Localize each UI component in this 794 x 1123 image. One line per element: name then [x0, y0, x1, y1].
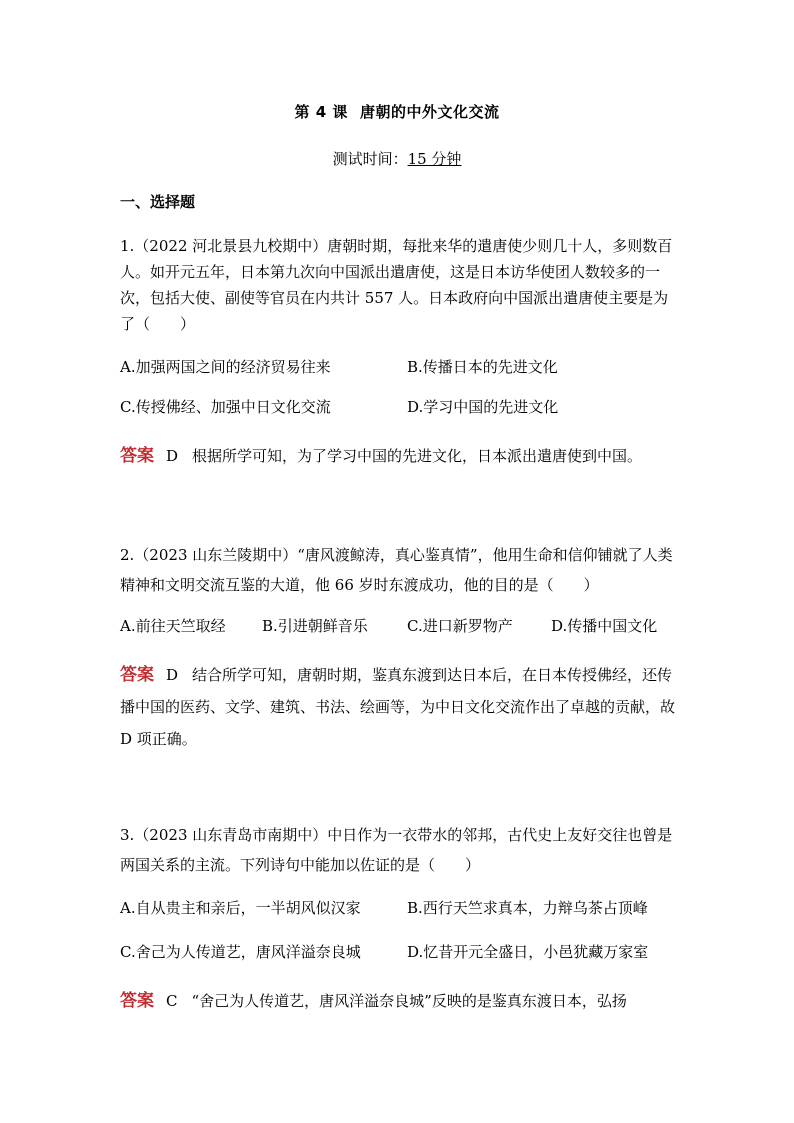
answer-label: 答案 — [120, 665, 154, 685]
lesson-number: 第 4 课 — [294, 103, 348, 121]
question-1-option-d: D.学习中国的先进文化 — [407, 398, 559, 416]
question-2-option-d: D.传播中国文化 — [551, 617, 658, 635]
test-time — [0, 148, 794, 169]
question-3-option-c: C.舍己为人传道艺，唐风洋溢奈良城 — [120, 943, 361, 961]
answer-letter: D — [166, 447, 179, 465]
question-3-option-a: A.自从贵主和亲后，一半胡风似汉家 — [120, 899, 361, 917]
question-1-stem: 1.（2022 河北景县九校期中）唐朝时期，每批来华的遣唐使少则几十人，多则数百人。如开元五年，日本第九次向中国派出遣唐使，这是日本访华使团人数较多的一次，包括大使、副使等官员在内共计 557 人。日本政府向中国派出遣唐使主要是为了（ ） — [120, 237, 673, 333]
question-2-stem: 2.（2023 山东兰陵期中）“唐风渡鲸涛，真心鉴真情”，他用生命和信仰铺就了人类精神和文明交流互鉴的大道，他 66 岁时东渡成功，他的目的是（ ） — [120, 546, 673, 594]
answer-label: 答案 — [120, 991, 154, 1011]
question-3-option-d: D.忆昔开元全盛日，小邑犹藏万家室 — [407, 943, 649, 961]
question-3-option-b: B.西行天竺求真本，力辩乌茶占顶峰 — [407, 899, 648, 917]
question-2-option-a: A.前往天竺取经 — [120, 617, 226, 635]
question-1-answer — [120, 440, 682, 472]
answer-label: 答案 — [120, 446, 154, 466]
question-3-stem: 3.（2023 山东青岛市南期中）中日作为一衣带水的邻邦，古代史上友好交往也曾是两国关系的主流。下列诗句中能加以佐证的是（ ） — [120, 826, 673, 874]
lesson-name: 唐朝的中外文化交流 — [359, 103, 500, 121]
question-2-option-c: C.进口新罗物产 — [407, 617, 513, 635]
answer-explanation: “舍己为人传道艺，唐风洋溢奈良城”反映的是鉴真东渡日本，弘扬 — [191, 992, 627, 1010]
test-time-label: 测试时间： — [332, 150, 408, 168]
answer-letter: D — [166, 666, 179, 684]
answer-explanation: 结合所学可知，唐朝时期，鉴真东渡到达日本后，在日本传授佛经，还传播中国的医药、文学、建筑、书法、绘画等，为中日文化交流作出了卓越的贡献，故 D 项正确。 — [120, 666, 676, 748]
question-3-answer — [120, 985, 682, 1017]
question-2-option-b: B.引进朝鲜音乐 — [262, 617, 368, 635]
question-1-option-b: B.传播日本的先进文化 — [407, 358, 558, 376]
question-1-option-c: C.传授佛经、加强中日文化交流 — [120, 398, 331, 416]
answer-letter: C — [166, 992, 178, 1010]
lesson-title — [0, 101, 794, 122]
test-time-value: 15 分钟 — [407, 150, 462, 168]
question-1-option-a: A.加强两国之间的经济贸易往来 — [120, 358, 331, 376]
question-2-answer — [120, 659, 682, 755]
section-heading: 一、选择题 — [120, 193, 196, 211]
answer-explanation: 根据所学可知，为了学习中国的先进文化，日本派出遣唐使到中国。 — [192, 447, 643, 465]
